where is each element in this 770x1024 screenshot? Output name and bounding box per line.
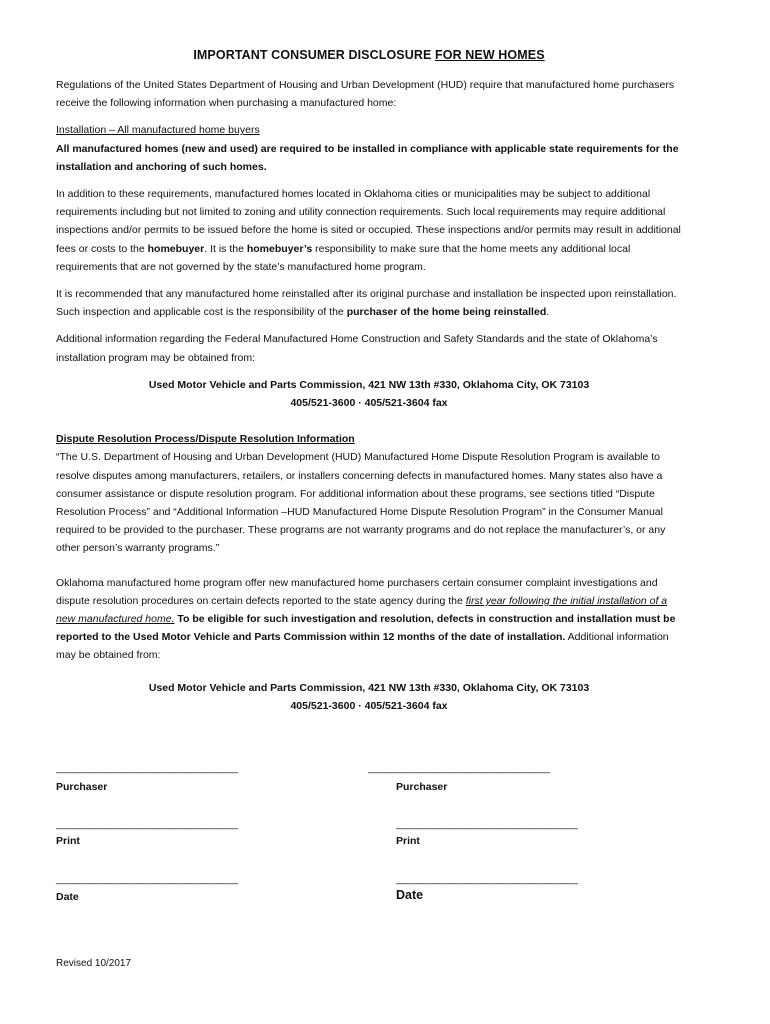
print-label-left: Print <box>56 835 80 847</box>
date-line-right[interactable]: __________________________________ <box>396 873 578 885</box>
date-label-left: Date <box>56 891 79 903</box>
dispute-paragraph-2: Oklahoma manufactured home program offer new manufactured home purchasers certain consumer complaint investigations and dispute resolution procedures on certain defects reported to the state agency during the first year following the initial installation of a new manufactured home. To be eligible for such investigation and resolution, defects in construction and installation must be reported to the Used Motor Vehicle and Parts Commission within 12 months of the date of installation. Additional information may be obtained from: <box>56 576 676 662</box>
installation-paragraph-1: In addition to these requirements, manufactured homes located in Oklahoma cities or municipalities may be subject to additional requirements including but not limited to zoning and utility connection requirements. Such local requirements may require additional inspections and/or permits to be issued before the home is sited or occupied. These inspections and/or permits may result in additional fees or costs to the homebuyer. It is the homebuyer’s responsibility to make sure that the home meets any additional local requirements that are not governed by the state’s manufactured home program. <box>56 188 681 273</box>
dispute-paragraph-1: “The U.S. Department of Housing and Urban Development (HUD) Manufactured Home Dispute Resolution Program is available to resolve disputes among manufacturers, retailers, or installers concerning defects in manufactured homes. Many states also have a consumer assistance or dispute resolution program. For additional information about these programs, see sections titled “Dispute Resolution Process” and “Additional Information –HUD Manufactured Home Dispute Resolution Program” in the Consumer Manual required to be provided to the purchaser. These programs are not warranty programs and do not replace the manufacturer’s, or any other person’s warranty programs.” <box>56 451 666 555</box>
print-label-right: Print <box>396 835 420 847</box>
installation-paragraph-3: Additional information regarding the Federal Manufactured Home Construction and Safety Standards and the state of Oklahoma’s installation program may be obtained from: <box>56 333 658 364</box>
purchaser-label-left: Purchaser <box>56 781 108 793</box>
installation-contact-address: Used Motor Vehicle and Parts Commission, 421 NW 13th #330, Oklahoma City, OK 73103 <box>148 378 590 391</box>
installation-paragraph-2: It is recommended that any manufactured home reinstalled after its original purchase and installation be inspected upon reinstallation. Such inspection and applicable cost is the responsibility of the purchaser of the home being reinstalled. <box>56 288 677 319</box>
purchaser-label-right: Purchaser <box>396 781 448 793</box>
title-main: IMPORTANT CONSUMER DISCLOSURE <box>193 48 436 62</box>
disclosure-document <box>56 48 682 715</box>
dispute-heading: Dispute Resolution Process/Dispute Resolution Information <box>56 433 355 446</box>
installation-heading: Installation – All manufactured home buyers <box>56 124 260 137</box>
dispute-contact-address: Used Motor Vehicle and Parts Commission, 421 NW 13th #330, Oklahoma City, OK 73103 <box>148 681 590 694</box>
purchaser-signature-line-left[interactable]: __________________________________ <box>56 762 238 774</box>
purchaser-signature-line-right[interactable]: __________________________________ <box>368 762 550 774</box>
title-underlined: FOR NEW HOMES <box>435 48 545 62</box>
date-line-left[interactable]: __________________________________ <box>56 873 238 885</box>
date-label-right: Date <box>396 888 424 902</box>
document-title <box>56 48 682 62</box>
dispute-contact-phone: 405/521-3600 · 405/521-3604 fax <box>290 699 448 712</box>
installation-requirement: All manufactured homes (new and used) are required to be installed in compliance with applicable state requirements for the installation and anchoring of such homes. <box>56 142 679 173</box>
installation-contact-phone: 405/521-3600 · 405/521-3604 fax <box>290 397 448 410</box>
revision-footer: Revised 10/2017 <box>56 958 132 969</box>
print-line-left[interactable]: __________________________________ <box>56 818 238 830</box>
intro-paragraph: Regulations of the United States Department of Housing and Urban Development (HUD) require that manufactured home purchasers receive the following information when purchasing a manufactured home: <box>56 79 675 110</box>
print-line-right[interactable]: __________________________________ <box>396 818 578 830</box>
